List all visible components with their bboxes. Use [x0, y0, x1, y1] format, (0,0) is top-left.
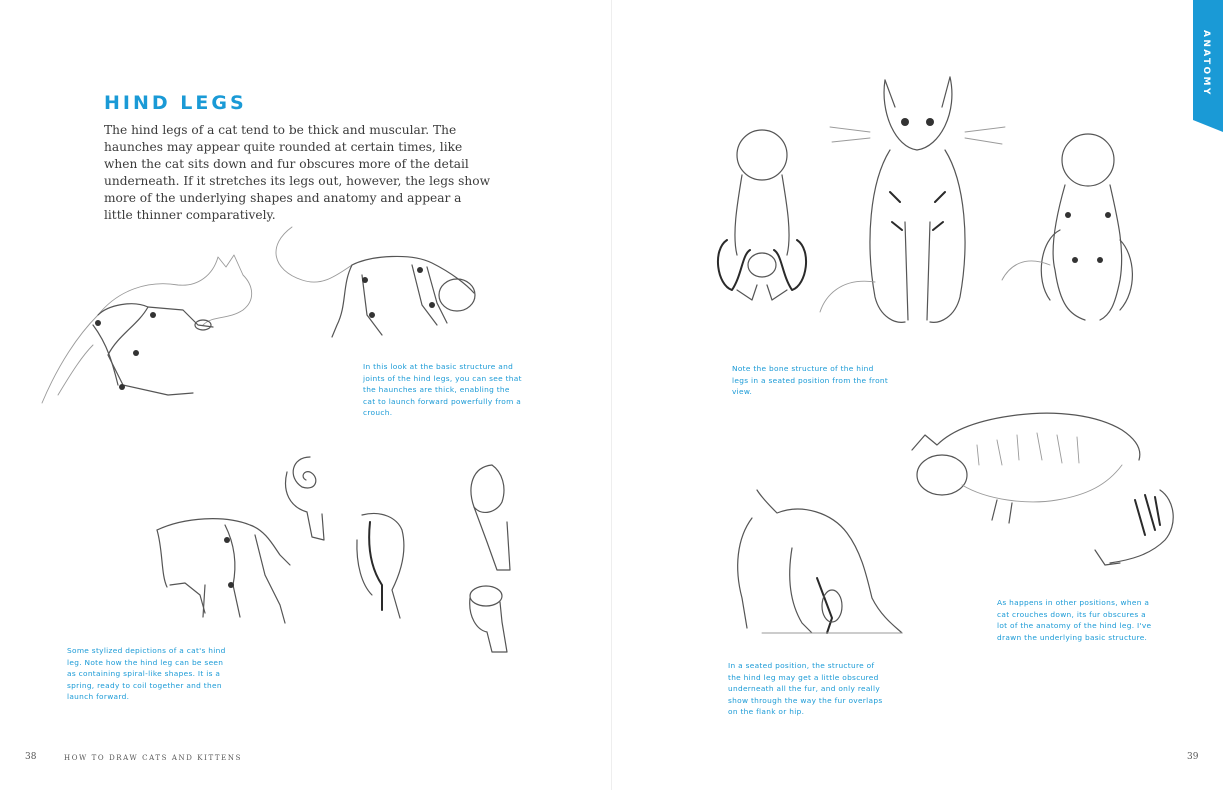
caption-seated: In a seated position, the structure of the hind leg may get a little obscured underneath all the fur, and only really show through the way the fur overlaps on the flank or hip.	[728, 661, 883, 716]
section-tab	[1193, 0, 1223, 120]
left-page	[0, 0, 611, 790]
intro-paragraph: The hind legs of a cat tend to be thick and muscular. The haunches may appear quite rounded at certain times, like when the cat sits down and fur obscures more of the detail underneath. If it stretches its legs out, however, the legs show more of the underlying shapes and anatomy and appear a little thinner comparatively.	[104, 123, 491, 222]
sketch-spiral-leg-2	[352, 510, 417, 625]
caption-crouch: As happens in other positions, when a cat crouches down, its fur obscures a lot of the anatomy of the hind leg. I've drawn the underlying basic structure.	[997, 598, 1152, 642]
running-title: HOW TO DRAW CATS AND KITTENS	[64, 754, 242, 762]
sketch-crouch-skeleton	[1090, 485, 1180, 570]
caption-stylized: Some stylized depictions of a cat's hind leg. Note how the hind leg can be seen as containing spiral-like shapes. It is a spring, ready to coil together and then launch forward.	[67, 646, 226, 701]
sketch-seated-skeleton-side	[1000, 130, 1140, 325]
sketch-seated-cat	[820, 72, 1010, 330]
caption-structure: In this look at the basic structure and joints of the hind legs, you can see that the haunches are thick, enabling the cat to launch forward powerfully from a crouch.	[363, 362, 522, 417]
section-tab-label: ANATOMY	[1201, 30, 1211, 97]
folio-left: 38	[25, 752, 37, 762]
sketch-leaping-cat	[38, 245, 268, 410]
sketch-spiral-leg-3	[462, 462, 527, 577]
sketch-spiral-leg-1	[282, 452, 332, 547]
right-page	[612, 0, 1223, 790]
sketch-spiral-leg-4	[462, 582, 522, 657]
sketch-crouching-cat	[262, 225, 482, 345]
sketch-seated-skeleton-front	[712, 125, 812, 305]
section-heading: HIND LEGS	[104, 92, 247, 114]
sketch-seated-cat-side	[732, 488, 907, 638]
caption-front-view: Note the bone structure of the hind legs in a seated position from the front view.	[732, 364, 889, 396]
folio-right: 39	[1187, 752, 1199, 762]
